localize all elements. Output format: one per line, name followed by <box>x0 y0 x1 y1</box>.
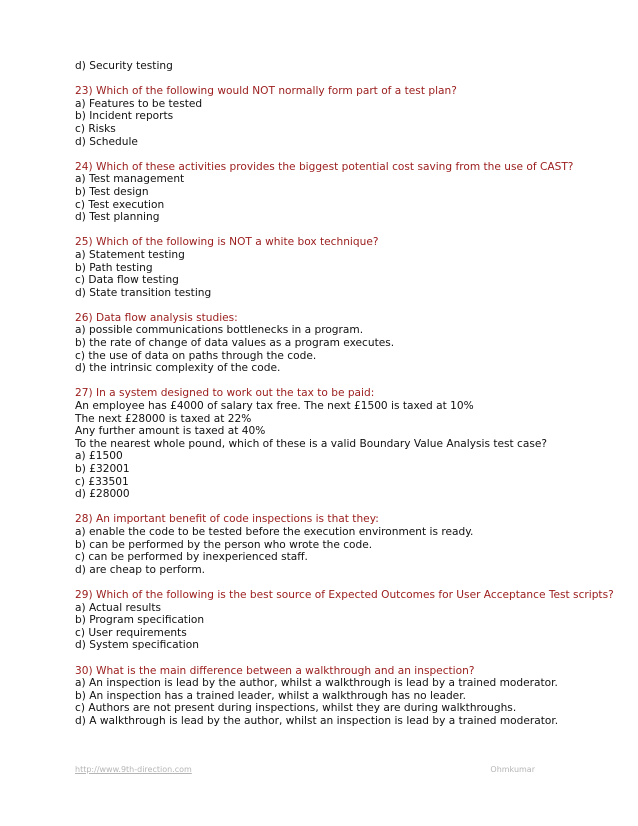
question-block <box>75 161 615 224</box>
question-prompt: 28) An important benefit of code inspections is that they: <box>75 513 379 526</box>
question-spacer <box>75 576 615 589</box>
document-body <box>75 60 615 727</box>
question-block <box>75 387 615 500</box>
question-spacer <box>75 375 615 388</box>
question-prompt: 24) Which of these activities provides the biggest potential cost saving from the use of CAST? <box>75 160 574 173</box>
question-line: a) possible communications bottlenecks in a program. <box>75 324 364 337</box>
question-line: c) User requirements <box>75 626 187 639</box>
question-line: Any further amount is taxed at 40% <box>75 425 266 438</box>
question-line: c) can be performed by inexperienced staff. <box>75 551 308 564</box>
question-line: c) Authors are not present during inspections, whilst they are during walkthroughs. <box>75 702 517 715</box>
question-spacer <box>75 148 615 161</box>
question-line: a) Statement testing <box>75 248 185 261</box>
question-prompt: 27) In a system designed to work out the tax to be paid: <box>75 387 375 400</box>
question-line: a) £1500 <box>75 450 123 463</box>
question-line: d) £28000 <box>75 488 130 501</box>
question-prompt: 29) Which of the following is the best source of Expected Outcomes for User Acceptance Test scripts? <box>75 588 614 601</box>
question-prompt: 26) Data flow analysis studies: <box>75 311 238 324</box>
question-line: b) Program specification <box>75 614 205 627</box>
question-line: d) the intrinsic complexity of the code. <box>75 362 281 375</box>
question-line: d) A walkthrough is lead by the author, whilst an inspection is lead by a trained moderator. <box>75 714 559 727</box>
question-line: d) System specification <box>75 639 199 652</box>
question-block <box>75 236 615 299</box>
question-spacer <box>75 73 615 86</box>
carryover-option: d) Security testing <box>75 60 173 72</box>
question-line: c) £33501 <box>75 475 129 488</box>
question-prompt: 25) Which of the following is NOT a white box technique? <box>75 236 379 249</box>
question-block <box>75 85 615 148</box>
question-line: c) Data flow testing <box>75 274 179 287</box>
question-line: b) £32001 <box>75 463 130 475</box>
question-spacer <box>75 501 615 514</box>
question-line: d) are cheap to perform. <box>75 563 206 576</box>
question-block <box>75 665 615 728</box>
question-line: An employee has £4000 of salary tax free. The next £1500 is taxed at 10% <box>75 400 474 413</box>
question-line: The next £28000 is taxed at 22% <box>75 412 252 425</box>
question-line: c) Test execution <box>75 198 165 211</box>
question-line: c) Risks <box>75 122 116 135</box>
question-spacer <box>75 299 615 312</box>
question-spacer <box>75 224 615 237</box>
question-line: d) Schedule <box>75 135 138 148</box>
question-line: d) State transition testing <box>75 286 212 299</box>
question-line: b) Path testing <box>75 261 153 274</box>
footer-author: Ohmkumar <box>490 765 535 774</box>
question-line: b) Test design <box>75 185 149 198</box>
question-spacer <box>75 652 615 665</box>
question-line: a) enable the code to be tested before the execution environment is ready. <box>75 525 474 538</box>
footer-link[interactable]: http://www.9th-direction.com <box>75 765 192 774</box>
question-line: b) Incident reports <box>75 110 174 123</box>
page-footer <box>75 765 535 774</box>
question-line: b) can be performed by the person who wrote the code. <box>75 538 373 551</box>
question-line: To the nearest whole pound, which of these is a valid Boundary Value Analysis test case? <box>75 437 548 450</box>
question-block <box>75 312 615 375</box>
question-line: a) Test management <box>75 173 185 186</box>
question-prompt: 30) What is the main difference between a walkthrough and an inspection? <box>75 664 475 677</box>
question-line: d) Test planning <box>75 211 160 224</box>
question-line: c) the use of data on paths through the code. <box>75 349 317 362</box>
question-list <box>75 73 615 728</box>
question-line: b) An inspection has a trained leader, whilst a walkthrough has no leader. <box>75 689 466 702</box>
question-line: a) Features to be tested <box>75 97 203 110</box>
question-prompt: 23) Which of the following would NOT normally form part of a test plan? <box>75 85 457 98</box>
question-line: b) the rate of change of data values as a program executes. <box>75 337 395 350</box>
question-block <box>75 513 615 576</box>
question-line: a) An inspection is lead by the author, whilst a walkthrough is lead by a trained moderator. <box>75 677 558 690</box>
question-line: a) Actual results <box>75 601 162 614</box>
question-block <box>75 589 615 652</box>
